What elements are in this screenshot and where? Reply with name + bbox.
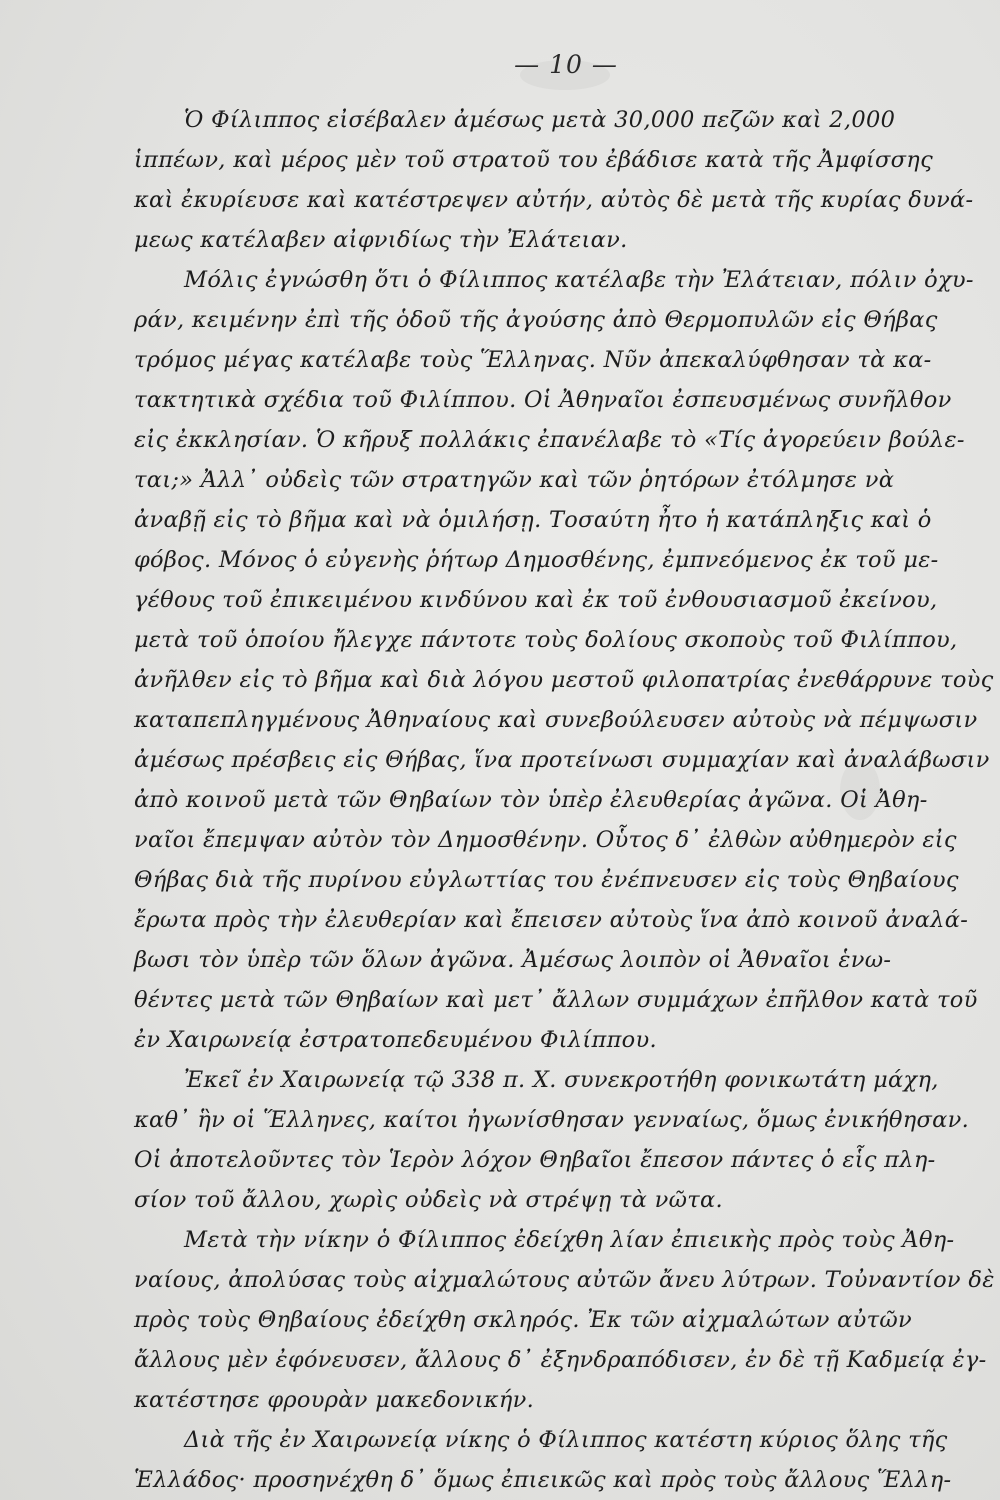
text-line: ἱππέων, καὶ μέρος μὲν τοῦ στρατοῦ του ἐβάδισε κατὰ τῆς Ἀμφίσσης: [134, 147, 933, 173]
text-line: καθ᾽ ἣν οἱ Ἕλληνες, καίτοι ἠγωνίσθησαν γενναίως, ὅμως ἐνικήθησαν.: [134, 1107, 970, 1133]
text-line: μεως κατέλαβεν αἰφνιδίως τὴν Ἐλάτειαν.: [134, 227, 628, 253]
text-line: ναίους, ἀπολύσας τοὺς αἰχμαλώτους αὐτῶν ἄνευ λύτρων. Τοὐναντίον δὲ: [134, 1267, 995, 1293]
text-line: Ὁ Φίλιππος εἰσέβαλεν ἀμέσως μετὰ 30,000 πεζῶν καὶ 2,000: [184, 107, 896, 133]
text-line: ἐν Χαιρωνείᾳ ἐστρατοπεδευμένου Φιλίππου.: [134, 1027, 657, 1053]
text-line: καταπεπληγμένους Ἀθηναίους καὶ συνεβούλευσεν αὐτοὺς νὰ πέμψωσιν: [134, 707, 978, 733]
text-line: φόβος. Μόνος ὁ εὐγενὴς ῥήτωρ Δημοσθένης, ἐμπνεόμενος ἐκ τοῦ με-: [134, 547, 939, 573]
text-line: Μετὰ τὴν νίκην ὁ Φίλιππος ἐδείχθη λίαν ἐπιεικὴς πρὸς τοὺς Ἀθη-: [184, 1227, 955, 1253]
text-line: Ἐκεῖ ἐν Χαιρωνείᾳ τῷ 338 π. Χ. συνεκροτήθη φονικωτάτη μάχη,: [184, 1067, 939, 1093]
text-line: σίον τοῦ ἄλλου, χωρὶς οὐδεὶς νὰ στρέψῃ τὰ νῶτα.: [134, 1187, 723, 1213]
text-line: τρόμος μέγας κατέλαβε τοὺς Ἕλληνας. Νῦν ἀπεκαλύφθησαν τὰ κα-: [134, 347, 932, 373]
text-line: κατέστησε φρουρὰν μακεδονικήν.: [134, 1387, 535, 1413]
text-line: Ἑλλάδος· προσηνέχθη δ᾽ ὅμως ἐπιεικῶς καὶ πρὸς τοὺς ἄλλους Ἕλλη-: [134, 1467, 952, 1493]
text-line: ἀνῆλθεν εἰς τὸ βῆμα καὶ διὰ λόγου μεστοῦ φιλοπατρίας ἐνεθάρρυνε τοὺς: [134, 667, 994, 693]
text-line: θέντες μετὰ τῶν Θηβαίων καὶ μετ᾽ ἄλλων συμμάχων ἐπῆλθον κατὰ τοῦ: [134, 987, 978, 1013]
text-line: Οἱ ἀποτελοῦντες τὸν Ἱερὸν λόχον Θηβαῖοι ἔπεσον πάντες ὁ εἷς πλη-: [134, 1147, 936, 1173]
text-line: εἰς ἐκκλησίαν. Ὁ κῆρυξ πολλάκις ἐπανέλαβε τὸ «Τίς ἀγορεύειν βούλε-: [134, 427, 965, 453]
text-line: Θήβας διὰ τῆς πυρίνου εὐγλωττίας του ἐνέπνευσεν εἰς τοὺς Θηβαίους: [134, 867, 959, 893]
text-line: ἀναβῇ εἰς τὸ βῆμα καὶ νὰ ὁμιλήσῃ. Τοσαύτη ἦτο ἡ κατάπληξις καὶ ὁ: [134, 507, 932, 533]
body-text: [134, 100, 1000, 1500]
text-line: βωσι τὸν ὑπὲρ τῶν ὅλων ἀγῶνα. Ἀμέσως λοιπὸν οἱ Ἀθναῖοι ἑνω-: [134, 947, 892, 973]
text-line: τακτητικὰ σχέδια τοῦ Φιλίππου. Οἱ Ἀθηναῖοι ἐσπευσμένως συνῆλθον: [134, 387, 952, 413]
text-line: Διὰ τῆς ἐν Χαιρωνείᾳ νίκης ὁ Φίλιππος κατέστη κύριος ὅλης τῆς: [184, 1427, 948, 1453]
text-line: πρὸς τοὺς Θηβαίους ἐδείχθη σκληρός. Ἐκ τῶν αἰχμαλώτων αὐτῶν: [134, 1307, 912, 1333]
page-number: — 10 —: [514, 50, 618, 79]
text-line: ναῖοι ἔπεμψαν αὐτὸν τὸν Δημοσθένην. Οὗτος δ᾽ ἐλθὼν αὐθημερὸν εἰς: [134, 827, 957, 853]
text-line: ράν, κειμένην ἐπὶ τῆς ὁδοῦ τῆς ἀγούσης ἀπὸ Θερμοπυλῶν εἰς Θήβας: [134, 307, 938, 333]
text-line: καὶ ἐκυρίευσε καὶ κατέστρεψεν αὐτήν, αὐτὸς δὲ μετὰ τῆς κυρίας δυνά-: [134, 187, 974, 213]
text-line: ἄλλους μὲν ἐφόνευσεν, ἄλλους δ᾽ ἐξηνδραπόδισεν, ἐν δὲ τῇ Καδμείᾳ ἐγ-: [134, 1347, 987, 1373]
text-line: ἀμέσως πρέσβεις εἰς Θήβας, ἵνα προτείνωσι συμμαχίαν καὶ ἀναλάβωσιν: [134, 747, 990, 773]
text-line: ται;» Ἀλλ᾽ οὐδεὶς τῶν στρατηγῶν καὶ τῶν ῥητόρων ἐτόλμησε νὰ: [134, 467, 895, 493]
text-line: γέθους τοῦ ἐπικειμένου κινδύνου καὶ ἐκ τοῦ ἐνθουσιασμοῦ ἐκείνου,: [134, 587, 938, 613]
text-line: μετὰ τοῦ ὁποίου ἤλεγχε πάντοτε τοὺς δολίους σκοποὺς τοῦ Φιλίππου,: [134, 627, 958, 653]
text-line: ἔρωτα πρὸς τὴν ἐλευθερίαν καὶ ἔπεισεν αὐτοὺς ἵνα ἀπὸ κοινοῦ ἀναλά-: [134, 907, 969, 933]
text-line: Μόλις ἐγνώσθη ὅτι ὁ Φίλιππος κατέλαβε τὴν Ἐλάτειαν, πόλιν ὀχυ-: [184, 267, 974, 293]
text-line: ἀπὸ κοινοῦ μετὰ τῶν Θηβαίων τὸν ὑπὲρ ἐλευθερίας ἀγῶνα. Οἱ Ἀθη-: [134, 787, 928, 813]
